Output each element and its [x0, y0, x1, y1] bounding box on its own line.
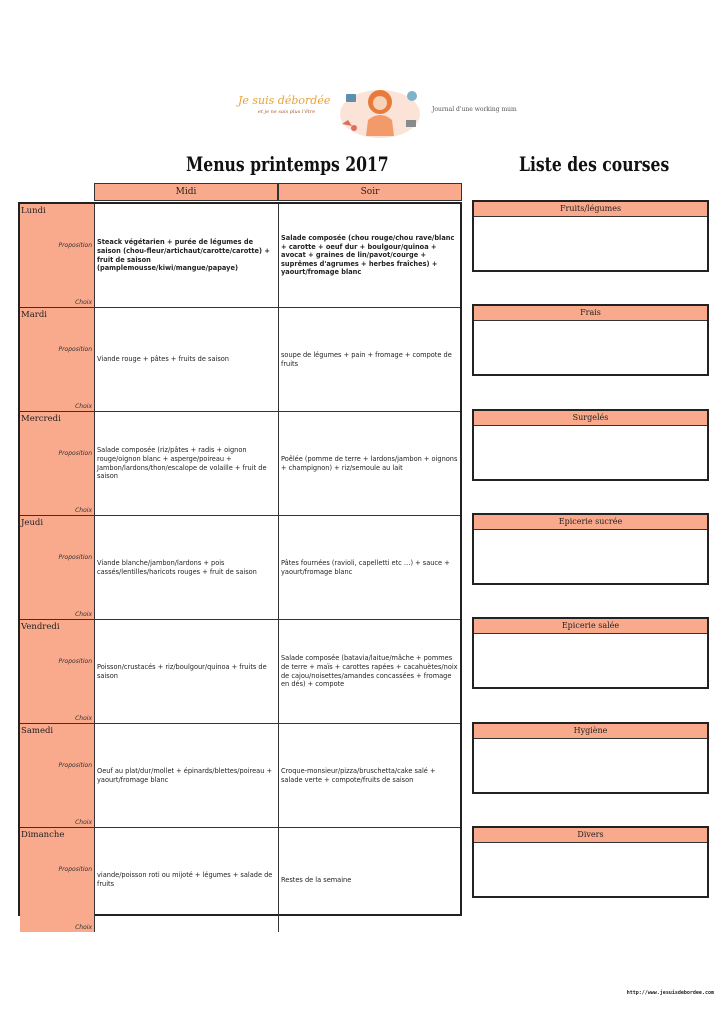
day-row-3 [20, 516, 460, 620]
day-label-cell [20, 516, 95, 619]
shopping-section-title: Epicerie sucrée [474, 515, 707, 530]
menu-column-headers [94, 183, 462, 201]
shopping-section[interactable] [472, 304, 709, 376]
shopping-section[interactable] [472, 513, 709, 585]
day-name: Mardi [21, 310, 47, 320]
day-name: Lundi [21, 206, 46, 216]
shopping-section-title: Frais [474, 306, 707, 321]
midi-cell[interactable] [95, 412, 279, 515]
shopping-section[interactable] [472, 617, 709, 689]
shopping-section-title: Surgelés [474, 411, 707, 426]
shopping-section[interactable] [472, 722, 709, 794]
day-row-1 [20, 308, 460, 412]
shopping-section-title: Fruits/légumes [474, 202, 707, 217]
shopping-section-title: Divers [474, 828, 707, 843]
proposition-label: Proposition [58, 242, 92, 249]
midi-cell[interactable] [95, 308, 279, 411]
midi-cell[interactable] [95, 828, 279, 932]
day-label-cell [20, 412, 95, 515]
midi-cell[interactable] [95, 724, 279, 827]
midi-cell[interactable] [95, 620, 279, 723]
midi-proposition: Viande blanche/jambon/lardons + pois cassés/lentilles/haricots rouges + fruit de saison [97, 558, 257, 576]
menu-days [18, 202, 462, 931]
midi-proposition: Viande rouge + pâtes + fruits de saison [97, 355, 229, 364]
soir-cell[interactable] [279, 412, 460, 515]
day-name: Mercredi [21, 414, 61, 424]
shopping-section[interactable] [472, 826, 709, 898]
soir-proposition: Salade composée (batavia/laitue/mâche + pommes de terre + maïs + carottes rapées + cacahuètes/noix de cajou/noisettes/amandes concassées + fromage en dés) + compote [281, 654, 458, 689]
soir-cell[interactable] [279, 828, 460, 932]
day-name: Vendredi [21, 622, 60, 632]
day-label-cell [20, 724, 95, 827]
column-header-soir: Soir [278, 183, 462, 201]
soir-proposition: Poêlée (pomme de terre + lardons/jambon + oignons + champignon) + riz/semoule au lait [281, 454, 458, 472]
day-label-cell [20, 620, 95, 723]
working-mum-illustration-icon [332, 80, 428, 142]
proposition-label: Proposition [58, 346, 92, 353]
midi-cell[interactable] [95, 516, 279, 619]
midi-proposition: Salade composée (riz/pâtes + radis + oignon rouge/oignon blanc + asperge/poireau + Jambon/lardons/thon/escalope de volaille + fruit de saison [97, 446, 267, 481]
day-label-cell [20, 204, 95, 307]
soir-proposition: Salade composée (chou rouge/chou rave/blanc + carotte + oeuf dur + boulgour/quinoa + avocat + graines de lin/pavot/courge + suprêmes d'agrumes + herbes fraîches) + yaourt/fromage blanc [281, 234, 455, 277]
soir-cell[interactable] [279, 204, 460, 307]
logo-text [238, 94, 330, 115]
logo-tagline: Journal d'une working mum [432, 106, 517, 113]
midi-proposition: Oeuf au plat/dur/mollet + épinards/blettes/poireau + yaourt/fromage blanc [97, 766, 273, 784]
proposition-label: Proposition [58, 762, 92, 769]
menu-title: Menus printemps 2017 [186, 152, 389, 176]
day-name: Jeudi [21, 518, 44, 528]
shopping-section[interactable] [472, 200, 709, 272]
logo-subtitle: et je ne sais plus l'être [258, 109, 316, 115]
soir-proposition: Croque-monsieur/pizza/bruschetta/cake salé + salade verte + compote/fruits de saison [281, 766, 436, 784]
soir-cell[interactable] [279, 308, 460, 411]
soir-cell[interactable] [279, 724, 460, 827]
choix-label: Choix [75, 611, 92, 618]
midi-proposition: Poisson/crustacés + riz/boulgour/quinoa + fruits de saison [97, 662, 267, 680]
proposition-label: Proposition [58, 554, 92, 561]
choix-label: Choix [75, 403, 92, 410]
day-row-4 [20, 620, 460, 724]
day-name: Dimanche [21, 830, 65, 840]
day-row-2 [20, 412, 460, 516]
choix-label: Choix [75, 715, 92, 722]
midi-proposition: viande/poisson roti ou mijoté + légumes + salade de fruits [97, 871, 273, 888]
day-row-6 [20, 828, 460, 932]
choix-label: Choix [75, 924, 92, 931]
footer-url[interactable]: http://www.jesuisdebordee.com [626, 990, 714, 996]
proposition-label: Proposition [58, 658, 92, 665]
soir-cell[interactable] [279, 516, 460, 619]
shopping-list-title: Liste des courses [519, 152, 670, 176]
soir-cell[interactable] [279, 620, 460, 723]
proposition-label: Proposition [58, 866, 92, 873]
midi-cell[interactable] [95, 204, 279, 307]
soir-proposition: Pâtes fournées (ravioli, capelletti etc …) + sauce + yaourt/fromage blanc [281, 558, 450, 576]
column-header-midi: Midi [94, 183, 278, 201]
day-label-cell [20, 308, 95, 411]
choix-label: Choix [75, 819, 92, 826]
shopping-section[interactable] [472, 409, 709, 481]
soir-proposition: Restes de la semaine [281, 875, 352, 884]
midi-proposition: Steack végétarien + purée de légumes de saison (chou-fleur/artichaut/carotte/carotte) + fruit de saison (pamplemousse/kiwi/mangue/papaye) [97, 238, 270, 273]
blog-logo [232, 80, 532, 148]
choix-label: Choix [75, 507, 92, 514]
shopping-section-title: Hygiène [474, 724, 707, 739]
day-row-5 [20, 724, 460, 828]
day-label-cell [20, 828, 95, 932]
shopping-section-title: Epicerie salée [474, 619, 707, 634]
proposition-label: Proposition [58, 450, 92, 457]
day-name: Samedi [21, 726, 54, 736]
day-row-0 [20, 204, 460, 308]
choix-label: Choix [75, 299, 92, 306]
logo-title: Je suis débordée [238, 94, 331, 107]
soir-proposition: soupe de légumes + pain + fromage + compote de fruits [281, 350, 452, 368]
